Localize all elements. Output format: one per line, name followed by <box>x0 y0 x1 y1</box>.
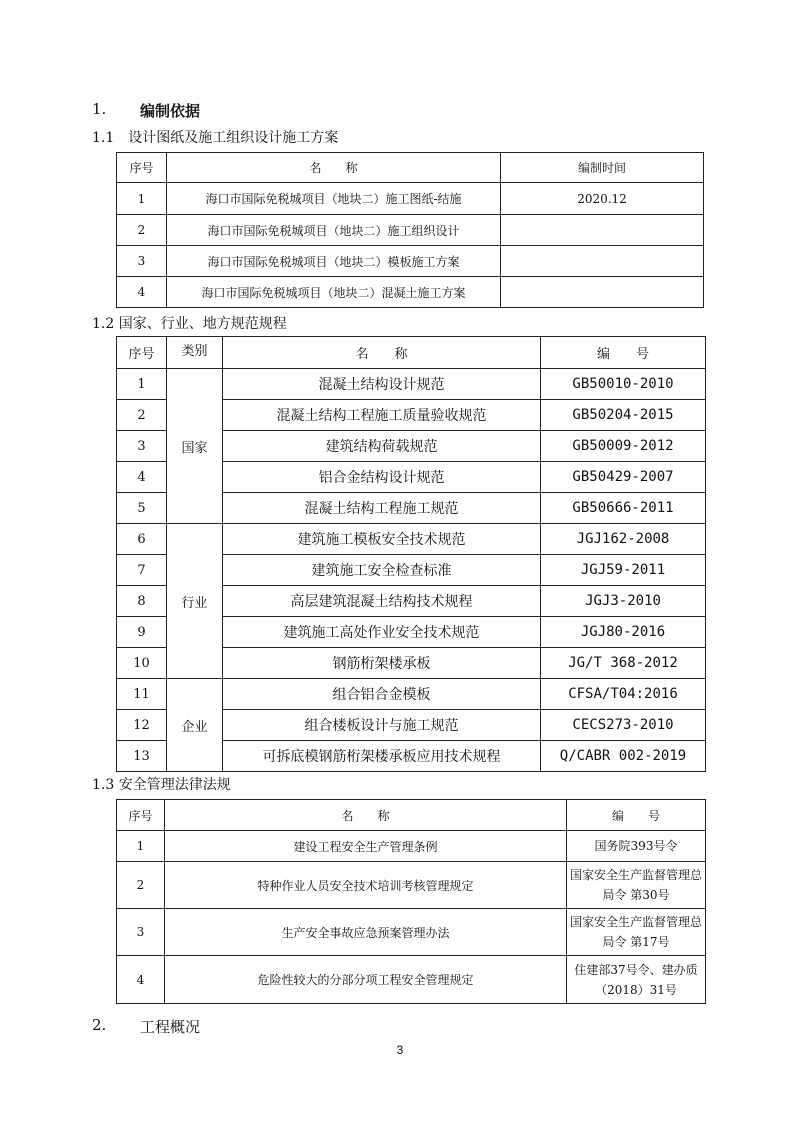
section-1-heading <box>92 100 392 122</box>
cell-code: 国家安全生产监督管理总局令 第30号 <box>567 862 706 909</box>
cell-date <box>501 215 704 246</box>
col-header-category: 类别 <box>167 337 223 369</box>
cell-index: 4 <box>117 462 167 493</box>
cell-index: 4 <box>117 277 167 308</box>
cell-index: 2 <box>117 400 167 431</box>
cell-name: 高层建筑混凝土结构技术规程 <box>223 586 541 617</box>
table-row <box>117 215 704 246</box>
design-documents-table <box>116 152 704 308</box>
cell-code: GB50429-2007 <box>541 462 706 493</box>
section-1-number: 1. <box>92 100 107 118</box>
cell-name: 混凝土结构工程施工质量验收规范 <box>223 400 541 431</box>
col-header-name: 名 称 <box>223 337 541 369</box>
cell-code: GB50010-2010 <box>541 369 706 400</box>
cell-name: 建筑施工高处作业安全技术规范 <box>223 617 541 648</box>
subsection-1-1-title: 1.1 设计图纸及施工组织设计施工方案 <box>92 130 339 146</box>
table-row <box>117 679 706 710</box>
cell-index: 7 <box>117 555 167 586</box>
cell-date: 2020.12 <box>501 183 704 215</box>
table-header-row <box>117 337 706 369</box>
cell-code: GB50666-2011 <box>541 493 706 524</box>
cell-name: 特种作业人员安全技术培训考核管理规定 <box>165 862 567 909</box>
col-header-name: 名 称 <box>167 153 501 183</box>
cell-name: 混凝土结构工程施工规范 <box>223 493 541 524</box>
section-2-title: 工程概况 <box>140 1018 201 1036</box>
table-row <box>117 524 706 555</box>
cell-code: GB50009-2012 <box>541 431 706 462</box>
cell-code: JGJ59-2011 <box>541 555 706 586</box>
cell-code: JGJ3-2010 <box>541 586 706 617</box>
safety-regulations-table <box>116 799 706 1004</box>
cell-code: Q/CABR 002-2019 <box>541 741 706 772</box>
cell-name: 海口市国际免税城项目（地块二）混凝土施工方案 <box>167 277 501 308</box>
subsection-1-2-title: 1.2 国家、行业、地方规范规程 <box>92 316 287 332</box>
cell-index: 1 <box>117 183 167 215</box>
cell-name: 建设工程安全生产管理条例 <box>165 831 567 862</box>
cell-index: 3 <box>117 246 167 277</box>
col-header-index: 序号 <box>117 337 167 369</box>
cell-index: 2 <box>117 215 167 246</box>
cell-code: 国务院393号令 <box>567 831 706 862</box>
table-header-row <box>117 800 706 831</box>
cell-date <box>501 277 704 308</box>
cell-index: 5 <box>117 493 167 524</box>
cell-index: 8 <box>117 586 167 617</box>
section-2-heading <box>92 1016 392 1038</box>
cell-name: 建筑结构荷载规范 <box>223 431 541 462</box>
cell-name: 建筑施工安全检查标准 <box>223 555 541 586</box>
cell-name: 建筑施工模板安全技术规范 <box>223 524 541 555</box>
cell-index: 13 <box>117 741 167 772</box>
section-1-title: 编制依据 <box>140 102 201 120</box>
table-header-row <box>117 153 704 183</box>
cell-index: 3 <box>117 909 165 956</box>
cell-name: 钢筋桁架楼承板 <box>223 648 541 679</box>
cell-index: 1 <box>117 831 165 862</box>
cell-name: 海口市国际免税城项目（地块二）模板施工方案 <box>167 246 501 277</box>
cell-name: 组合铝合金模板 <box>223 679 541 710</box>
cell-name: 海口市国际免税城项目（地块二）施工图纸-结施 <box>167 183 501 215</box>
cell-code: CECS273-2010 <box>541 710 706 741</box>
col-header-code: 编 号 <box>541 337 706 369</box>
cell-name: 海口市国际免税城项目（地块二）施工组织设计 <box>167 215 501 246</box>
cell-index: 6 <box>117 524 167 555</box>
cell-index: 4 <box>117 956 165 1004</box>
cell-index: 12 <box>117 710 167 741</box>
cell-index: 2 <box>117 862 165 909</box>
cell-code: 国家安全生产监督管理总局令 第17号 <box>567 909 706 956</box>
table-row <box>117 369 706 400</box>
cell-name: 危险性较大的分部分项工程安全管理规定 <box>165 956 567 1004</box>
standards-table <box>116 336 706 772</box>
col-header-index: 序号 <box>117 800 165 831</box>
cell-name: 生产安全事故应急预案管理办法 <box>165 909 567 956</box>
subsection-1-3-title: 1.3 安全管理法律法规 <box>92 777 231 793</box>
cell-category: 企业 <box>167 679 223 772</box>
table-row <box>117 862 706 909</box>
cell-code: 住建部37号令、建办质（2018）31号 <box>567 956 706 1004</box>
cell-category: 行业 <box>167 524 223 679</box>
cell-code: JGJ80-2016 <box>541 617 706 648</box>
col-header-code: 编 号 <box>567 800 706 831</box>
cell-code: CFSA/T04:2016 <box>541 679 706 710</box>
table-row <box>117 246 704 277</box>
cell-category: 国家 <box>167 369 223 524</box>
cell-name: 组合楼板设计与施工规范 <box>223 710 541 741</box>
cell-name: 可拆底模钢筋桁架楼承板应用技术规程 <box>223 741 541 772</box>
col-header-date: 编制时间 <box>501 153 704 183</box>
cell-index: 10 <box>117 648 167 679</box>
table-row <box>117 956 706 1004</box>
col-header-name: 名 称 <box>165 800 567 831</box>
page-number: 3 <box>396 1043 404 1057</box>
col-header-index: 序号 <box>117 153 167 183</box>
table-row <box>117 831 706 862</box>
table-row <box>117 183 704 215</box>
cell-date <box>501 246 704 277</box>
cell-index: 3 <box>117 431 167 462</box>
cell-code: GB50204-2015 <box>541 400 706 431</box>
cell-name: 混凝土结构设计规范 <box>223 369 541 400</box>
section-2-number: 2. <box>92 1016 107 1034</box>
cell-index: 1 <box>117 369 167 400</box>
cell-code: JG/T 368-2012 <box>541 648 706 679</box>
cell-name: 铝合金结构设计规范 <box>223 462 541 493</box>
table-row <box>117 277 704 308</box>
table-row <box>117 909 706 956</box>
cell-code: JGJ162-2008 <box>541 524 706 555</box>
cell-index: 11 <box>117 679 167 710</box>
cell-index: 9 <box>117 617 167 648</box>
